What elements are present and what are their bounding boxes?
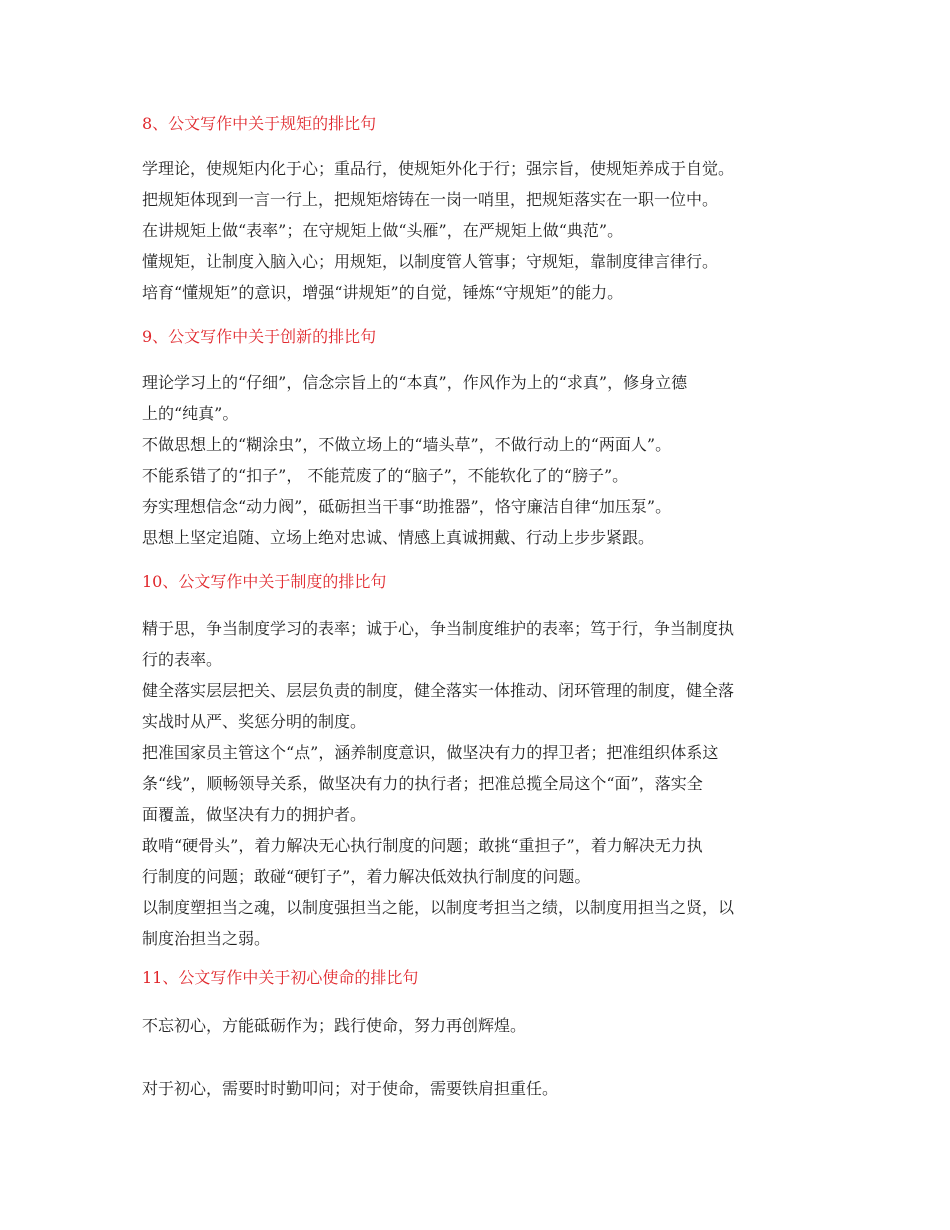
section-body-9 [142,367,807,553]
section-heading-8: 8、公文写作中关于规矩的排比句 [142,114,377,133]
body-line: 健全落实层层把关、层层负责的制度，健全落实一体推动、闭环管理的制度，健全落 [142,681,735,700]
body-line: 培育“懂规矩”的意识，增强“讲规矩”的自觉，锤炼“守规矩”的能力。 [142,283,624,302]
section-heading-10: 10、公文写作中关于制度的排比句 [142,572,387,591]
section-body-8 [142,153,807,308]
body-line: 不做思想上的“糊涂虫”，不做立场上的“墙头草”，不做行动上的“两面人”。 [142,435,672,454]
body-line: 在讲规矩上做“表率”；在守规矩上做“头雁”，在严规矩上做“典范”。 [142,221,624,240]
section-body-11-extra [142,1073,807,1104]
body-line: 实战时从严、奖惩分明的制度。 [142,712,367,731]
body-line: 把规矩体现到一言一行上，把规矩熔铸在一岗一哨里，把规矩落实在一职一位中。 [142,190,719,209]
body-line: 把准国家员主管这个“点”，涵养制度意识，做坚决有力的捍卫者；把准组织体系这 [142,743,719,762]
body-line: 理论学习上的“仔细”，信念宗旨上的“本真”，作风作为上的“求真”，修身立德 [142,373,688,392]
body-line: 精于思，争当制度学习的表率；诚于心，争当制度维护的表率；笃于行，争当制度执 [142,619,735,638]
body-line: 上的“纯真”。 [142,404,239,423]
body-line: 面覆盖，做坚决有力的拥护者。 [142,805,367,824]
body-line: 条“线”，顺畅领导关系，做坚决有力的执行者；把准总揽全局这个“面”，落实全 [142,774,703,793]
body-line: 行的表率。 [142,650,223,669]
section-body-10 [142,613,807,954]
section-heading-9: 9、公文写作中关于创新的排比句 [142,327,377,346]
body-line: 敢啃“硬骨头”，着力解决无心执行制度的问题；敢挑“重担子”，着力解决无力执 [142,836,703,855]
body-line: 不能系错了的“扣子”， 不能荒废了的“脑子”，不能软化了的“膀子”。 [142,466,629,485]
body-line: 制度治担当之弱。 [142,929,271,948]
body-line: 学理论，使规矩内化于心；重品行，使规矩外化于行；强宗旨，使规矩养成于自觉。 [142,159,735,178]
section-body-11 [142,1010,807,1041]
body-line: 夯实理想信念“动力阀”，砥砺担当干事“助推器”，恪守廉洁自律“加压泵”。 [142,497,672,516]
section-heading-11: 11、公文写作中关于初心使命的排比句 [142,968,419,987]
body-line: 不忘初心，方能砥砺作为；践行使命，努力再创辉煌。 [142,1016,527,1035]
body-line: 思想上坚定追随、立场上绝对忠诚、情感上真诚拥戴、行动上步步紧跟。 [142,528,655,547]
body-line: 以制度塑担当之魂，以制度强担当之能，以制度考担当之绩，以制度用担当之贤，以 [142,898,735,917]
body-line: 行制度的问题；敢碰“硬钉子”，着力解决低效执行制度的问题。 [142,867,591,886]
body-line: 懂规矩，让制度入脑入心；用规矩，以制度管人管事；守规矩，靠制度律言律行。 [142,252,719,271]
body-line: 对于初心，需要时时勤叩问；对于使命，需要铁肩担重任。 [142,1079,559,1098]
